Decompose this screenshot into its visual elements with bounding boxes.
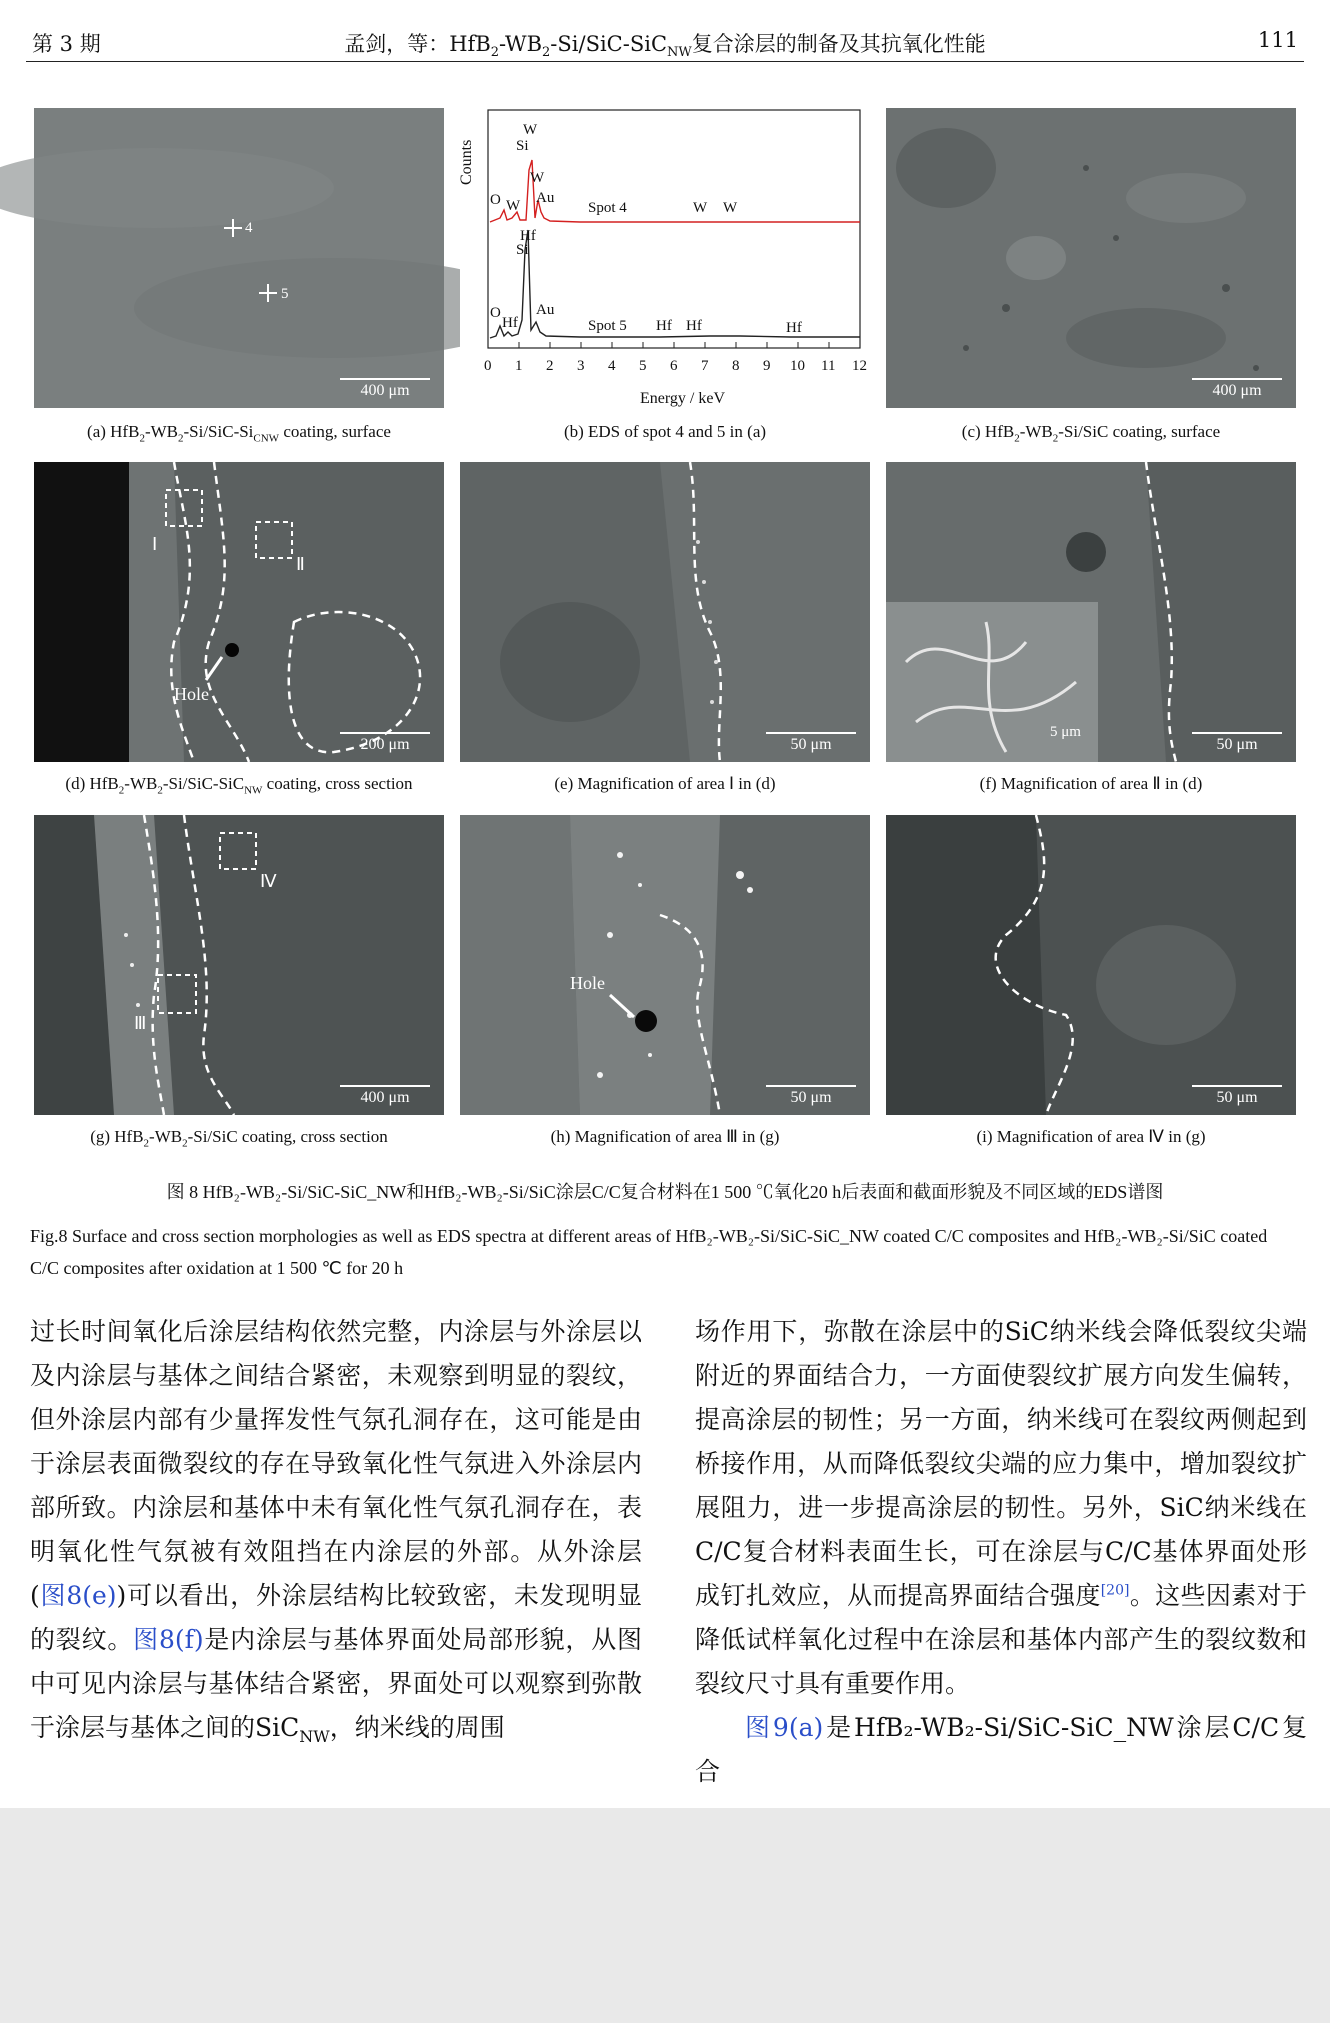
x-tick: 3 bbox=[577, 358, 585, 374]
spot-4-label: Spot 4 bbox=[588, 200, 627, 216]
caption-g: (g) $HfB_2-WB_2-Si$/SiC coating, cross section bbox=[90, 1127, 388, 1150]
peak-label: Hf bbox=[520, 228, 536, 244]
sem-panel-g bbox=[34, 815, 444, 1115]
x-tick: 5 bbox=[639, 358, 647, 374]
eds-xlabel: Energy / keV bbox=[640, 390, 726, 407]
x-tick: 4 bbox=[608, 358, 616, 374]
caption-d: (d) $HfB_2-WB_2-Si/SiC-SiC_{NW}$ coating, cross section bbox=[65, 774, 413, 797]
peak-label: W bbox=[693, 200, 708, 216]
scale-bar: 50 μm bbox=[766, 732, 856, 754]
hole-label: Hole bbox=[570, 973, 605, 993]
x-tick: 9 bbox=[763, 358, 771, 374]
sem-panel-e bbox=[460, 462, 870, 762]
spot-4-label: 4 bbox=[245, 220, 253, 236]
fig-link[interactable]: 图8(f) bbox=[133, 1625, 204, 1654]
eds-ylabel: Counts bbox=[458, 139, 475, 185]
issue-number: 第 3 期 bbox=[32, 32, 101, 56]
scale-bar: 50 μm bbox=[1192, 1085, 1282, 1107]
sem-texture-a bbox=[34, 108, 444, 408]
sem-panel-f bbox=[886, 462, 1296, 762]
peak-label: W bbox=[723, 200, 738, 216]
x-tick: 1 bbox=[515, 358, 523, 374]
peak-label: Si bbox=[516, 138, 529, 154]
peak-label: Au bbox=[536, 190, 555, 206]
scale-bar: 50 μm bbox=[766, 1085, 856, 1107]
spot-5-label: 5 bbox=[281, 286, 289, 302]
scale-bar: 400 μm bbox=[340, 378, 430, 400]
peak-label: O bbox=[490, 305, 501, 321]
x-tick: 11 bbox=[821, 358, 836, 374]
scale-bar: 50 μm bbox=[1192, 732, 1282, 754]
sem-texture-h bbox=[460, 815, 870, 1115]
x-tick: 6 bbox=[670, 358, 678, 374]
sem-panel-c bbox=[886, 108, 1296, 408]
caption-b: (b) EDS of spot 4 and 5 in (a) bbox=[563, 422, 767, 441]
eds-chart-b bbox=[460, 100, 870, 420]
scale-bar: 200 μm bbox=[340, 732, 430, 754]
body-column-left: 过长时间氧化后涂层结构依然完整，内涂层与外涂层以及内涂层与基体之间结合紧密，未观察到明显的裂纹，但外涂层内部有少量挥发性气氛孔洞存在，这可能是由于涂层表面微裂纹的存在导致氧化性气氛进入外涂层内部所致。内涂层和基体中未有氧化性气氛孔洞存在，表明氧化性气氛被有效阻挡在内涂层的外部。从外涂层 (图8(e))可以看出，外涂层结构比较致密，未发现明显的裂纹。图8(f)是内涂层与基体界面处局部形貌，从图中可见内涂层与基体结合紧密，界面处可以观察到弥散于涂层与基体之间的SiC$_{NW}$，纳米线的周围 bbox=[30, 1317, 642, 1746]
caption-h: (h) Magnification of area Ⅲ in (g) bbox=[550, 1127, 780, 1146]
fig-link[interactable]: 图8(e) bbox=[39, 1581, 117, 1610]
sem-texture-i bbox=[886, 815, 1296, 1115]
x-tick: 8 bbox=[732, 358, 740, 374]
area-label: Ⅰ bbox=[152, 534, 158, 554]
figure-caption-en: Fig.8 Surface and cross section morphologies as well as EDS spectra at different areas of HfB₂-WB₂-Si/SiC-SiC_NW coated C/C composites and HfB₂-WB₂-Si/SiC coated C/C composites after oxidation at 1 500 ℃ for 20 h bbox=[30, 1226, 1268, 1278]
sem-texture-d bbox=[34, 462, 444, 762]
sem-panel-h bbox=[460, 815, 870, 1115]
running-title: 孟剑，等：$HfB_2-WB_2-Si/SiC-SiC_{NW}$复合涂层的制备及其抗氧化性能 bbox=[344, 32, 986, 61]
peak-label: Hf bbox=[786, 320, 802, 336]
area-label: Ⅳ bbox=[260, 871, 277, 891]
scale-bar: 400 μm bbox=[1192, 378, 1282, 400]
x-tick: 0 bbox=[484, 358, 492, 374]
hole-label: Hole bbox=[174, 684, 209, 704]
body-column-right: 场作用下，弥散在涂层中的SiC纳米线会降低裂纹尖端附近的界面结合力，一方面使裂纹扩展方向发生偏转，提高涂层的韧性；另一方面，纳米线可在裂纹两侧起到桥接作用，从而降低裂纹尖端的应力集中，增加裂纹扩展阻力，进一步提高涂层的韧性。另外，SiC纳米线在C/C复合材料表面生长，可在涂层与C/C基体界面处形成钉扎效应，从而提高界面结合强度[20]。这些因素对于降低试样氧化过程中在涂层和基体内部产生的裂纹数和裂纹尺寸具有重要作用。 图9(a)是HfB₂-WB₂-Si/SiC-SiC_NW涂层C/C复合 bbox=[695, 1317, 1307, 1786]
sem-texture-c bbox=[886, 108, 1296, 408]
caption-i: (i) Magnification of area Ⅳ in (g) bbox=[976, 1127, 1206, 1146]
page-number: 111 bbox=[1257, 28, 1298, 52]
figure-caption-cn: 图 8 HfB₂-WB₂-Si/SiC-SiC_NW和HfB₂-WB₂-Si/SiC涂层C/C复合材料在1 500 ℃氧化20 h后表面和截面形貌及不同区域的EDS谱图 bbox=[166, 1182, 1164, 1202]
peak-label: Si bbox=[516, 242, 529, 258]
spot-5-label: Spot 5 bbox=[588, 318, 627, 334]
header-rule bbox=[26, 61, 1304, 62]
sem-texture-e bbox=[460, 462, 870, 762]
x-tick: 7 bbox=[701, 358, 709, 374]
peak-label: W bbox=[530, 170, 545, 186]
inset-scale: 5 μm bbox=[1050, 724, 1081, 740]
fig-link[interactable]: 图9(a) bbox=[745, 1713, 824, 1742]
caption-c: (c) $HfB_2-WB_2-Si$/SiC coating, surface bbox=[961, 422, 1221, 445]
sem-texture-f bbox=[886, 462, 1296, 762]
peak-label: O bbox=[490, 192, 501, 208]
peak-label: W bbox=[523, 122, 538, 138]
peak-label: Hf bbox=[656, 318, 672, 334]
sem-panel-a bbox=[34, 108, 444, 408]
area-label: Ⅱ bbox=[296, 554, 305, 574]
x-tick: 10 bbox=[790, 358, 805, 374]
caption-a: (a) $HfB_2-WB_2-Si/SiC-Si_{CNW}$ coating, surface bbox=[87, 422, 391, 445]
peak-label: W bbox=[506, 198, 521, 214]
sem-texture-g bbox=[34, 815, 444, 1115]
x-tick: 2 bbox=[546, 358, 554, 374]
peak-label: Hf bbox=[502, 315, 518, 331]
x-tick: 12 bbox=[852, 358, 867, 374]
caption-f: (f) Magnification of area Ⅱ in (d) bbox=[979, 774, 1203, 793]
peak-label: Au bbox=[536, 302, 555, 318]
sem-panel-i bbox=[886, 815, 1296, 1115]
area-label: Ⅲ bbox=[134, 1013, 147, 1033]
ref-link[interactable]: [20] bbox=[1100, 1582, 1130, 1599]
sem-panel-d bbox=[34, 462, 444, 762]
peak-label: Hf bbox=[686, 318, 702, 334]
scale-bar: 400 μm bbox=[340, 1085, 430, 1107]
caption-e: (e) Magnification of area Ⅰ in (d) bbox=[554, 774, 776, 793]
